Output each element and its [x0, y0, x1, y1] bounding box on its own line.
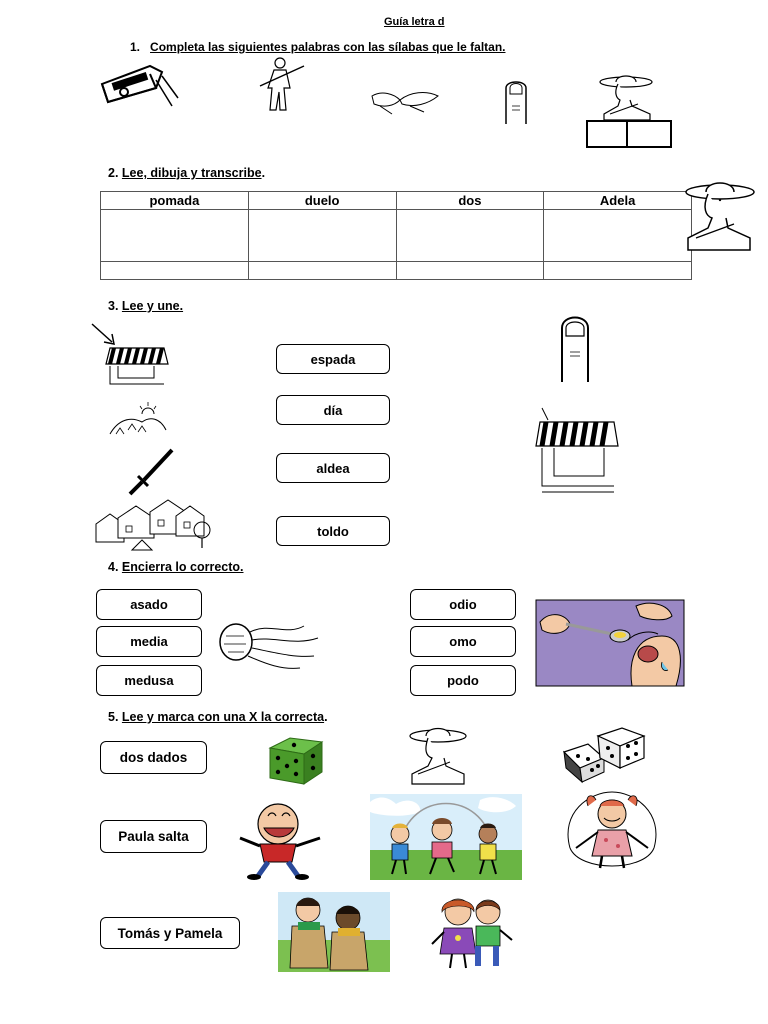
- word-dia[interactable]: día: [276, 395, 390, 425]
- section3-heading: [108, 299, 183, 313]
- section4-heading: [108, 560, 244, 574]
- transcribe-table: [100, 191, 692, 280]
- sack-race-image: [278, 892, 390, 972]
- option-media[interactable]: media: [96, 626, 202, 657]
- lady-with-hat-image: [598, 74, 654, 120]
- awning-image-large: [534, 406, 620, 498]
- laughing-boy-image: [232, 800, 328, 880]
- section2-suffix: .: [261, 166, 266, 180]
- section2-instruction: Lee, dibuja y transcribe: [121, 166, 262, 180]
- section2-number: 2.: [108, 166, 119, 180]
- table-header-duelo: duelo: [248, 192, 396, 210]
- table-header-pomada: pomada: [101, 192, 249, 210]
- girl-skipping-image: [560, 792, 664, 876]
- awning-image: [104, 344, 170, 388]
- word-aldea[interactable]: aldea: [276, 453, 390, 483]
- spoon-mouth-image: [536, 600, 684, 686]
- page-title: Guía letra d: [384, 16, 445, 28]
- table-header-adela: Adela: [544, 192, 692, 210]
- syllable-box-right[interactable]: [626, 120, 672, 148]
- section5-instruction: Lee y marca con una X la correcta: [121, 710, 325, 724]
- sunrise-landscape-image: [108, 400, 168, 440]
- phrase-tomas-y-pamela[interactable]: Tomás y Pamela: [100, 917, 240, 949]
- option-podo[interactable]: podo: [410, 665, 516, 696]
- transcribe-cell[interactable]: [544, 262, 692, 280]
- syllable-box-left[interactable]: [586, 120, 628, 148]
- section1-heading: [130, 40, 506, 54]
- section2-heading: [108, 166, 265, 180]
- hunter-image: [254, 56, 306, 114]
- hands-image: [370, 82, 442, 118]
- section4-number: 4.: [108, 560, 119, 574]
- kids-jumping-rope-image: [370, 794, 522, 880]
- section5-suffix: .: [324, 710, 328, 724]
- boy-and-girl-image: [428, 892, 516, 972]
- word-espada[interactable]: espada: [276, 344, 390, 374]
- table-header-row: [101, 192, 692, 210]
- transcribe-cell[interactable]: [101, 262, 249, 280]
- section3-instruction: Lee y une.: [121, 299, 184, 313]
- section4-instruction: Encierra lo correcto.: [121, 560, 244, 574]
- white-dice-image: [558, 726, 648, 784]
- phrase-dos-dados[interactable]: dos dados: [100, 741, 207, 774]
- table-header-dos: dos: [396, 192, 544, 210]
- option-medusa[interactable]: medusa: [96, 665, 202, 696]
- village-image: [92, 494, 212, 552]
- section1-number: 1.: [130, 40, 141, 54]
- sword-image: [124, 446, 178, 500]
- option-omo[interactable]: omo: [410, 626, 516, 657]
- lady-adela-image: [680, 178, 756, 250]
- finger-image-large: [554, 314, 596, 382]
- word-toldo[interactable]: toldo: [276, 516, 390, 546]
- transcribe-row: [101, 262, 692, 280]
- section5-heading: [108, 710, 328, 724]
- section3-number: 3.: [108, 299, 119, 313]
- stapler-image: [98, 58, 178, 108]
- transcribe-cell[interactable]: [248, 262, 396, 280]
- section1-instruction: Completa las siguientes palabras con las sílabas que le faltan.: [150, 40, 506, 54]
- transcribe-cell[interactable]: [396, 262, 544, 280]
- lady-dados-image: [406, 726, 468, 784]
- draw-cell[interactable]: [544, 210, 692, 262]
- finger-image: [502, 78, 530, 124]
- jellyfish-image: [214, 612, 326, 674]
- draw-row: [101, 210, 692, 262]
- phrase-paula-salta[interactable]: Paula salta: [100, 820, 207, 853]
- draw-cell[interactable]: [248, 210, 396, 262]
- green-die-image: [266, 734, 326, 786]
- draw-cell[interactable]: [396, 210, 544, 262]
- option-odio[interactable]: odio: [410, 589, 516, 620]
- draw-cell[interactable]: [101, 210, 249, 262]
- option-asado[interactable]: asado: [96, 589, 202, 620]
- section5-number: 5.: [108, 710, 119, 724]
